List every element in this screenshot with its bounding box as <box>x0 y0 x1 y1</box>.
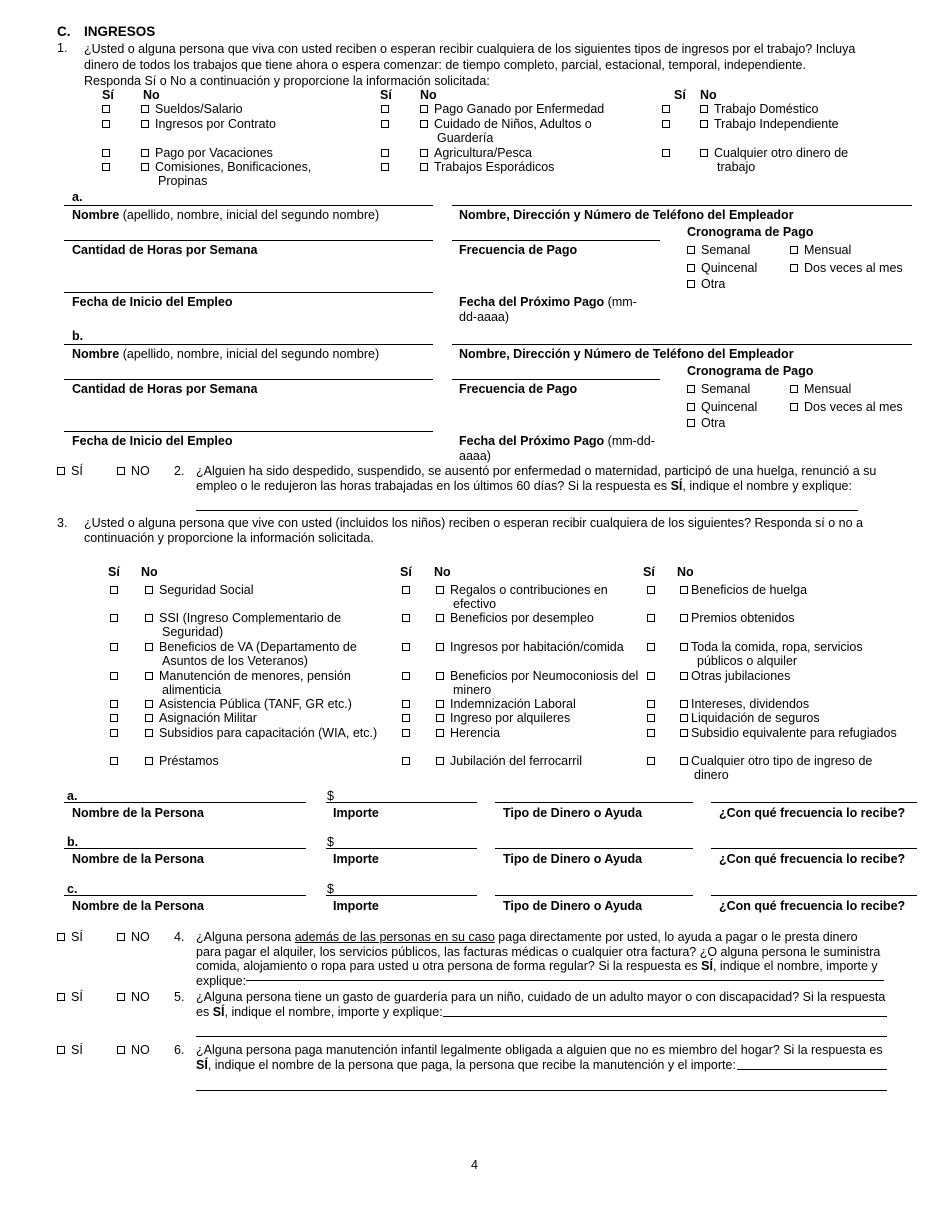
checkbox-icon <box>687 280 695 288</box>
income-row-c-dollar: $ <box>327 882 334 896</box>
q1-text: ¿Usted o alguna persona que viva con usted reciben o esperan recibir cualquiera de los siguientes tipos de ingresos por el trabajo? Incluya dinero de todos los trabajos que tiene ahora o espera comenzar: de tiempo completo, parcial, estacional, temporal, independiente. Responda Sí o No a continuación y proporcione la información solicitada: <box>84 42 856 88</box>
employer-b-rule-2-left <box>64 379 433 380</box>
q3-si-header-2: Sí <box>400 565 412 579</box>
q3-col3-0[interactable]: Beneficios de huelga <box>680 583 807 597</box>
q3-col3-5-no-checkbox[interactable] <box>680 714 688 722</box>
q3-col2-3[interactable]: Beneficios por Neumoconiosis del minero <box>436 669 653 698</box>
q3-col1-3-si-checkbox[interactable] <box>110 672 118 680</box>
q3-col1-1[interactable]: SSI (Ingreso Complementario de Seguridad) <box>145 611 377 640</box>
employer-a-opt-twice[interactable]: Dos veces al mes <box>790 261 903 275</box>
employer-a-schedule-label: Cronograma de Pago <box>687 225 814 239</box>
employer-b-next-pay-field[interactable]: Fecha del Próximo Pago (mm-dd-aaaa) <box>459 434 655 463</box>
q3-col3-3[interactable]: Otras jubilaciones <box>680 669 790 683</box>
income-row-a-label: a. <box>67 789 78 803</box>
q3-col1-3[interactable]: Manutención de menores, pensión alimenticia <box>145 669 387 698</box>
employer-b-hours-field[interactable]: Cantidad de Horas por Semana <box>72 382 258 396</box>
checkbox-icon <box>117 993 125 1001</box>
q3-col2-7-si-checkbox[interactable] <box>402 757 410 765</box>
q3-col1-5-si-checkbox[interactable] <box>110 714 118 722</box>
q3-si-header-3: Sí <box>643 565 655 579</box>
q1-col3-0-si-checkbox[interactable] <box>662 105 670 113</box>
q3-no-header-2: No <box>434 565 451 579</box>
q3-col2-6-no-checkbox[interactable] <box>436 729 444 737</box>
q1-col2-0[interactable]: Pago Ganado por Enfermedad <box>420 102 604 116</box>
q3-col3-7[interactable]: Cualquier otro tipo de ingreso de dinero <box>680 754 904 783</box>
checkbox-icon <box>790 403 798 411</box>
income-row-c-type-line[interactable] <box>495 895 693 896</box>
q4-answer-line[interactable] <box>246 980 884 981</box>
q3-col2-4[interactable]: Indemnización Laboral <box>436 697 576 711</box>
checkbox-icon <box>687 385 695 393</box>
q1-col2-3-si-checkbox[interactable] <box>381 163 389 171</box>
checkbox-icon <box>57 993 65 1001</box>
q4-si-option[interactable]: SÍ <box>57 930 83 944</box>
q3-col3-4[interactable]: Intereses, dividendos <box>680 697 809 711</box>
checkbox-icon <box>687 264 695 272</box>
checkbox-icon <box>57 467 65 475</box>
q3-col3-1-si-checkbox[interactable] <box>647 614 655 622</box>
employer-a-start-field[interactable]: Fecha de Inicio del Empleo <box>72 295 233 309</box>
q3-col3-6[interactable]: Subsidio equivalente para refugiados <box>680 726 897 740</box>
q3-number: 3. <box>57 516 68 530</box>
employer-a-opt-biweekly[interactable]: Quincenal <box>687 261 757 275</box>
income-row-a-freq-label: ¿Con qué frecuencia lo recibe? <box>719 806 906 820</box>
q3-col2-2-no-checkbox[interactable] <box>436 643 444 651</box>
q3-col2-2-si-checkbox[interactable] <box>402 643 410 651</box>
income-row-c-person-label: Nombre de la Persona <box>72 899 204 913</box>
q1-si-header-3: Sí <box>674 88 686 102</box>
income-row-c-amount-label: Importe <box>333 899 379 913</box>
section-letter: C. <box>57 24 71 39</box>
q3-col2-1-si-checkbox[interactable] <box>402 614 410 622</box>
q6-no-option[interactable]: NO <box>117 1043 150 1057</box>
q1-col2-0-no-checkbox[interactable] <box>420 105 428 113</box>
q6-answer-line-2[interactable] <box>196 1090 887 1091</box>
employer-b-top-rule-right <box>452 344 912 345</box>
q3-col2-6-si-checkbox[interactable] <box>402 729 410 737</box>
q3-col2-7-no-checkbox[interactable] <box>436 757 444 765</box>
q3-col1-1-no-checkbox[interactable] <box>145 614 153 622</box>
q4-text: ¿Alguna persona además de las personas en su caso paga directamente por usted, lo ayuda a pagar o le presta dinero para pagar el alquiler, los servicios públicos, las facturas médicas o cualquier otra factura? ¿O alguna persona le suministra comida, alojamiento o ropa para usted u otra persona de forma regular? Si la respuesta es SÍ, indique el nombre, importe y explique: <box>196 930 881 988</box>
q3-col1-5[interactable]: Asignación Militar <box>145 711 257 725</box>
income-row-a-person-label: Nombre de la Persona <box>72 806 204 820</box>
income-row-b-type-line[interactable] <box>495 848 693 849</box>
checkbox-icon <box>117 1046 125 1054</box>
employer-a-top-rule-left <box>64 205 433 206</box>
income-row-b-dollar: $ <box>327 835 334 849</box>
q3-col2-0-no-checkbox[interactable] <box>436 586 444 594</box>
q1-col1-3-no-checkbox[interactable] <box>141 163 149 171</box>
q1-col1-0[interactable]: Sueldos/Salario <box>141 102 243 116</box>
checkbox-icon <box>687 403 695 411</box>
q1-no-header-1: No <box>143 88 160 102</box>
income-row-b-person-line[interactable] <box>64 848 306 849</box>
income-row-b-type-label: Tipo de Dinero o Ayuda <box>503 852 643 866</box>
q1-col2-2-si-checkbox[interactable] <box>381 149 389 157</box>
q3-col3-2[interactable]: Toda la comida, ropa, servicios públicos o alquiler <box>680 640 897 669</box>
checkbox-icon <box>687 246 695 254</box>
q3-si-header-1: Sí <box>108 565 120 579</box>
q3-no-header-1: No <box>141 565 158 579</box>
q3-col2-2[interactable]: Ingresos por habitación/comida <box>436 640 624 654</box>
q2-no-option[interactable]: NO <box>117 464 150 478</box>
q3-col1-6-no-checkbox[interactable] <box>145 729 153 737</box>
income-row-b-amount-label: Importe <box>333 852 379 866</box>
q1-col2-2-no-checkbox[interactable] <box>420 149 428 157</box>
q1-col2-1-si-checkbox[interactable] <box>381 120 389 128</box>
employer-b-name-field[interactable]: Nombre (apellido, nombre, inicial del segundo nombre) <box>72 347 380 361</box>
employer-b-rule-2-right <box>452 379 660 380</box>
q6-answer-line-1[interactable] <box>737 1069 887 1070</box>
q3-col1-1-si-checkbox[interactable] <box>110 614 118 622</box>
q1-col1-0-no-checkbox[interactable] <box>141 105 149 113</box>
q6-text: ¿Alguna persona paga manutención infantil legalmente obligada a alguien que no es miembro del hogar? Si la respuesta es SÍ, indique el nombre de la persona que paga, la persona que recibe la manutención y el importe: <box>196 1043 883 1072</box>
income-row-c-type-label: Tipo de Dinero o Ayuda <box>503 899 643 913</box>
q1-col2-3[interactable]: Trabajos Esporádicos <box>420 160 554 174</box>
q1-col3-1-no-checkbox[interactable] <box>700 120 708 128</box>
q3-col3-2-no-checkbox[interactable] <box>680 643 688 651</box>
q3-col1-7-si-checkbox[interactable] <box>110 757 118 765</box>
income-row-c-label: c. <box>67 882 78 896</box>
checkbox-icon <box>790 385 798 393</box>
section-title: INGRESOS <box>84 24 156 39</box>
q6-si-option[interactable]: SÍ <box>57 1043 83 1057</box>
income-row-a-person-line[interactable] <box>64 802 306 803</box>
income-row-a-freq-line[interactable] <box>711 802 917 803</box>
q1-col2-0-si-checkbox[interactable] <box>381 105 389 113</box>
q3-col1-4[interactable]: Asistencia Pública (TANF, GR etc.) <box>145 697 352 711</box>
q3-col3-3-si-checkbox[interactable] <box>647 672 655 680</box>
q3-col3-7-no-checkbox[interactable] <box>680 757 688 765</box>
q4-no-option[interactable]: NO <box>117 930 150 944</box>
q3-col1-3-no-checkbox[interactable] <box>145 672 153 680</box>
employer-a-opt-monthly[interactable]: Mensual <box>790 243 851 257</box>
q3-col3-1-no-checkbox[interactable] <box>680 614 688 622</box>
employer-b-opt-other[interactable]: Otra <box>687 416 725 430</box>
q3-col1-0-no-checkbox[interactable] <box>145 586 153 594</box>
employer-a-label: a. <box>72 190 83 204</box>
employer-a-rule-2-left <box>64 240 433 241</box>
income-row-a-amount-label: Importe <box>333 806 379 820</box>
q2-si-option[interactable]: SÍ <box>57 464 83 478</box>
employer-a-info-field[interactable]: Nombre, Dirección y Número de Teléfono del Empleador <box>459 208 794 222</box>
q3-no-header-3: No <box>677 565 694 579</box>
employer-b-opt-monthly[interactable]: Mensual <box>790 382 851 396</box>
q3-col1-5-no-checkbox[interactable] <box>145 714 153 722</box>
q3-col1-2-no-checkbox[interactable] <box>145 643 153 651</box>
checkbox-icon <box>57 933 65 941</box>
q1-col1-2-no-checkbox[interactable] <box>141 149 149 157</box>
income-row-b-freq-line[interactable] <box>711 848 917 849</box>
q1-col1-1[interactable]: Ingresos por Contrato <box>141 117 276 131</box>
q3-col2-3-no-checkbox[interactable] <box>436 672 444 680</box>
employer-a-opt-other[interactable]: Otra <box>687 277 725 291</box>
checkbox-icon <box>57 1046 65 1054</box>
q1-col1-3[interactable]: Comisiones, Bonificaciones, Propinas <box>141 160 358 189</box>
income-row-c-person-line[interactable] <box>64 895 306 896</box>
q3-col3-6-si-checkbox[interactable] <box>647 729 655 737</box>
q3-col3-4-si-checkbox[interactable] <box>647 700 655 708</box>
q1-col2-1-no-checkbox[interactable] <box>420 120 428 128</box>
employer-a-opt-weekly[interactable]: Semanal <box>687 243 750 257</box>
q3-col2-4-si-checkbox[interactable] <box>402 700 410 708</box>
q1-col3-2-no-checkbox[interactable] <box>700 149 708 157</box>
q3-col1-2[interactable]: Beneficios de VA (Departamento de Asuntos de los Veteranos) <box>145 640 387 669</box>
income-row-a-dollar: $ <box>327 789 334 803</box>
q3-col3-5-si-checkbox[interactable] <box>647 714 655 722</box>
checkbox-icon <box>790 264 798 272</box>
q1-si-header-2: Sí <box>380 88 392 102</box>
q5-text: ¿Alguna persona tiene un gasto de guardería para un niño, cuidado de un adulto mayor o con discapacidad? Si la respuesta es SÍ, indique el nombre, importe y explique: <box>196 990 886 1019</box>
q3-col2-6[interactable]: Herencia <box>436 726 500 740</box>
q3-col3-0-si-checkbox[interactable] <box>647 586 655 594</box>
q3-col1-2-si-checkbox[interactable] <box>110 643 118 651</box>
q1-col3-1[interactable]: Trabajo Independiente <box>700 117 839 131</box>
q3-col1-6-si-checkbox[interactable] <box>110 729 118 737</box>
checkbox-icon <box>790 246 798 254</box>
q3-col1-7-no-checkbox[interactable] <box>145 757 153 765</box>
employer-a-name-field[interactable]: Nombre (apellido, nombre, inicial del segundo nombre) <box>72 208 380 222</box>
q3-col2-0[interactable]: Regalos o contribuciones en efectivo <box>436 583 638 612</box>
q1-si-header-1: Sí <box>102 88 114 102</box>
q3-col3-1[interactable]: Premios obtenidos <box>680 611 795 625</box>
q5-si-option[interactable]: SÍ <box>57 990 83 1004</box>
income-row-c-freq-line[interactable] <box>711 895 917 896</box>
q3-col2-1[interactable]: Beneficios por desempleo <box>436 611 594 625</box>
q3-col1-4-si-checkbox[interactable] <box>110 700 118 708</box>
q1-col2-3-no-checkbox[interactable] <box>420 163 428 171</box>
employer-b-top-rule-left <box>64 344 433 345</box>
q3-col3-4-no-checkbox[interactable] <box>680 700 688 708</box>
q5-number: 5. <box>174 990 185 1004</box>
income-row-a-type-label: Tipo de Dinero o Ayuda <box>503 806 643 820</box>
employer-b-opt-twice[interactable]: Dos veces al mes <box>790 400 903 414</box>
q1-col1-0-si-checkbox[interactable] <box>102 105 110 113</box>
q1-no-header-3: No <box>700 88 717 102</box>
employer-b-label: b. <box>72 329 84 343</box>
q3-col3-7-si-checkbox[interactable] <box>647 757 655 765</box>
q3-col3-3-no-checkbox[interactable] <box>680 672 688 680</box>
income-row-b-label: b. <box>67 835 79 849</box>
q1-col3-0-no-checkbox[interactable] <box>700 105 708 113</box>
q3-col2-1-no-checkbox[interactable] <box>436 614 444 622</box>
q5-no-option[interactable]: NO <box>117 990 150 1004</box>
employer-b-opt-biweekly[interactable]: Quincenal <box>687 400 757 414</box>
income-row-b-freq-label: ¿Con qué frecuencia lo recibe? <box>719 852 906 866</box>
q1-col1-2[interactable]: Pago por Vacaciones <box>141 146 273 160</box>
income-row-c-freq-label: ¿Con qué frecuencia lo recibe? <box>719 899 906 913</box>
q2-text: ¿Alguien ha sido despedido, suspendido, se ausentó por enfermedad o maternidad, participó de una huelga, renunció a su empleo o le redujeron las horas trabajadas en los últimos 60 días? Si la respuesta es SÍ, indique el nombre y explique: <box>196 464 877 493</box>
income-row-c-amount-line[interactable] <box>326 895 477 896</box>
income-row-b-person-label: Nombre de la Persona <box>72 852 204 866</box>
q1-col2-1[interactable]: Cuidado de Niños, Adultos o Guardería <box>420 117 637 146</box>
q2-answer-line[interactable] <box>196 510 858 511</box>
income-row-a-type-line[interactable] <box>495 802 693 803</box>
q1-col2-2[interactable]: Agricultura/Pesca <box>420 146 532 160</box>
q5-answer-line-1[interactable] <box>443 1016 887 1017</box>
q1-col3-1-si-checkbox[interactable] <box>662 120 670 128</box>
employer-b-opt-weekly[interactable]: Semanal <box>687 382 750 396</box>
q2-number: 2. <box>174 464 185 478</box>
income-row-a-amount-line[interactable] <box>326 802 477 803</box>
employer-a-frequency-field[interactable]: Frecuencia de Pago <box>459 243 578 257</box>
q3-col3-6-no-checkbox[interactable] <box>680 729 688 737</box>
q1-number: 1. <box>57 41 68 55</box>
q3-col3-5[interactable]: Liquidación de seguros <box>680 711 820 725</box>
employer-a-next-pay-field[interactable]: Fecha del Próximo Pago (mm-dd-aaaa) <box>459 295 637 324</box>
employer-b-frequency-field[interactable]: Frecuencia de Pago <box>459 382 578 396</box>
employer-b-info-field[interactable]: Nombre, Dirección y Número de Teléfono del Empleador <box>459 347 794 361</box>
q1-col1-2-si-checkbox[interactable] <box>102 149 110 157</box>
q1-col3-0[interactable]: Trabajo Doméstico <box>700 102 818 116</box>
q6-number: 6. <box>174 1043 185 1057</box>
q5-answer-line-2[interactable] <box>196 1036 887 1037</box>
q3-col2-0-si-checkbox[interactable] <box>402 586 410 594</box>
page-number: 4 <box>471 1158 478 1172</box>
q3-col2-7[interactable]: Jubilación del ferrocarril <box>436 754 582 768</box>
q1-col3-2[interactable]: Cualquier otro dinero de trabajo <box>700 146 887 175</box>
q3-col2-5-si-checkbox[interactable] <box>402 714 410 722</box>
q1-col3-2-si-checkbox[interactable] <box>662 149 670 157</box>
checkbox-icon <box>117 467 125 475</box>
employer-a-rule-2-right <box>452 240 660 241</box>
q1-col1-3-si-checkbox[interactable] <box>102 163 110 171</box>
q3-col3-0-no-checkbox[interactable] <box>680 586 688 594</box>
q3-col1-6[interactable]: Subsidios para capacitación (WIA, etc.) <box>145 726 387 740</box>
employer-b-start-field[interactable]: Fecha de Inicio del Empleo <box>72 434 233 448</box>
q3-col1-0[interactable]: Seguridad Social <box>145 583 254 597</box>
checkbox-icon <box>687 419 695 427</box>
q1-col1-1-si-checkbox[interactable] <box>102 120 110 128</box>
employer-a-rule-3-left <box>64 292 433 293</box>
employer-a-top-rule-right <box>452 205 912 206</box>
employer-b-rule-3-left <box>64 431 433 432</box>
q1-col1-1-no-checkbox[interactable] <box>141 120 149 128</box>
income-row-b-amount-line[interactable] <box>326 848 477 849</box>
q1-no-header-2: No <box>420 88 437 102</box>
employer-a-hours-field[interactable]: Cantidad de Horas por Semana <box>72 243 258 257</box>
q4-number: 4. <box>174 930 185 944</box>
q3-text: ¿Usted o alguna persona que vive con usted (incluidos los niños) reciben o esperan recibir cualquiera de los siguientes? Responda sí o no a continuación y proporcione la información solicitada. <box>84 516 863 545</box>
q3-col1-7[interactable]: Préstamos <box>145 754 219 768</box>
employer-b-schedule-label: Cronograma de Pago <box>687 364 814 378</box>
q3-col1-4-no-checkbox[interactable] <box>145 700 153 708</box>
q3-col2-5-no-checkbox[interactable] <box>436 714 444 722</box>
q3-col1-0-si-checkbox[interactable] <box>110 586 118 594</box>
q3-col2-4-no-checkbox[interactable] <box>436 700 444 708</box>
q3-col3-2-si-checkbox[interactable] <box>647 643 655 651</box>
checkbox-icon <box>117 933 125 941</box>
q3-col2-3-si-checkbox[interactable] <box>402 672 410 680</box>
q3-col2-5[interactable]: Ingreso por alquileres <box>436 711 570 725</box>
